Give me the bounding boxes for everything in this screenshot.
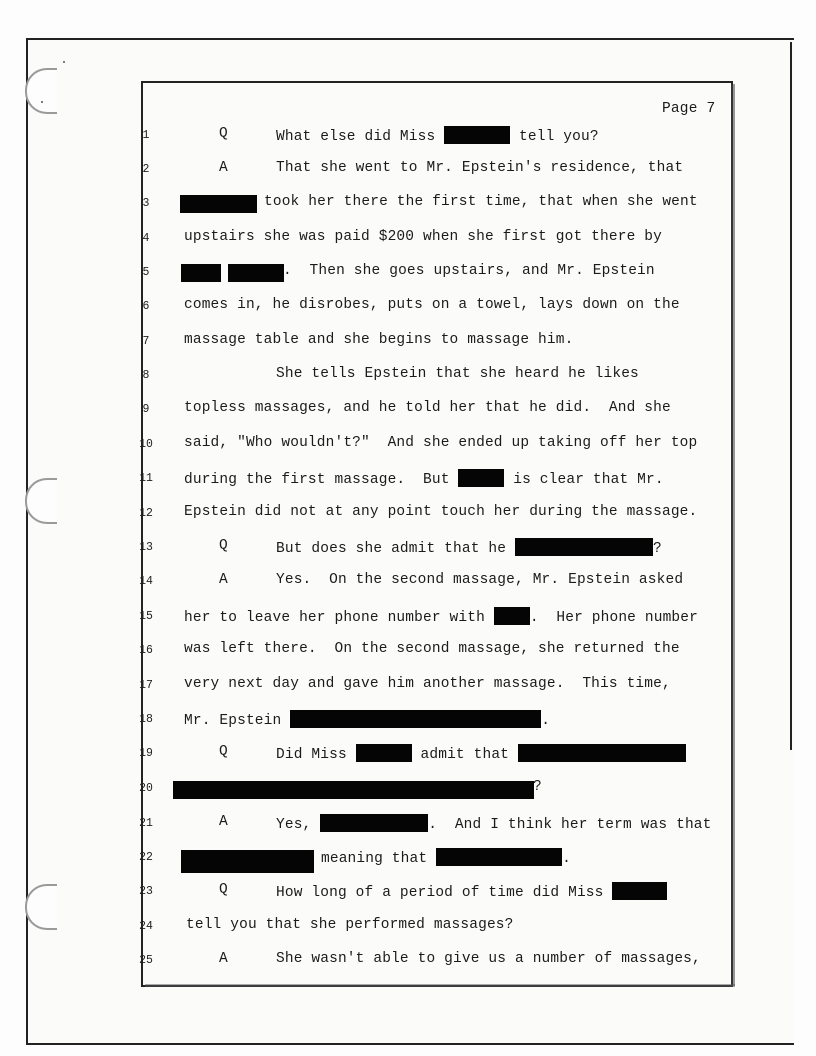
redaction-box xyxy=(290,710,541,728)
redaction-box xyxy=(515,538,653,556)
transcript-line: topless massages, and he told her that he did. And she xyxy=(184,400,671,416)
speaker-label: A xyxy=(219,572,228,588)
line-number: 9 xyxy=(142,403,150,416)
line-number: 18 xyxy=(139,713,153,726)
transcript-line xyxy=(219,126,228,142)
line-number: 5 xyxy=(142,266,150,279)
line-number: 15 xyxy=(139,610,153,623)
line-number: 23 xyxy=(139,885,153,898)
redaction-box xyxy=(494,607,530,625)
transcript-line: during the first massage. But is clear that Mr. xyxy=(184,469,664,488)
transcript-line: That she went to Mr. Epstein's residence, that xyxy=(276,160,684,176)
line-number: 17 xyxy=(139,679,153,692)
speaker-label: Q xyxy=(219,882,228,898)
transcript-line: meaning that . xyxy=(321,848,571,867)
line-number: 10 xyxy=(139,438,153,451)
transcript-line: ? xyxy=(533,779,542,795)
box-shadow xyxy=(145,984,735,987)
line-number: 20 xyxy=(139,782,153,795)
transcript-line: her to leave her phone number with . Her phone number xyxy=(184,607,698,626)
transcript-line xyxy=(219,572,228,588)
line-number: 2 xyxy=(142,163,150,176)
redaction-box xyxy=(180,195,257,213)
transcript-line: tell you that she performed massages? xyxy=(186,917,514,933)
line-number: 24 xyxy=(139,920,153,933)
transcript-line: Did Miss admit that xyxy=(276,744,686,763)
line-number: 8 xyxy=(142,369,150,382)
line-number: 11 xyxy=(139,472,153,485)
transcript-line xyxy=(219,744,228,760)
redaction-box xyxy=(356,744,412,762)
speaker-label: Q xyxy=(219,744,228,760)
speaker-label: A xyxy=(219,160,228,176)
line-number: 6 xyxy=(142,300,150,313)
transcript-line: She tells Epstein that she heard he likes xyxy=(276,366,639,382)
speaker-label: Q xyxy=(219,126,228,142)
transcript-line: Epstein did not at any point touch her during the massage. xyxy=(184,504,698,520)
line-number: 12 xyxy=(139,507,153,520)
transcript-line xyxy=(219,814,228,830)
redaction-box xyxy=(228,264,284,282)
line-number: 7 xyxy=(142,335,150,348)
line-number: 4 xyxy=(142,232,150,245)
redaction-box xyxy=(518,744,686,762)
speaker-label: Q xyxy=(219,538,228,554)
redaction-box xyxy=(436,848,562,866)
redaction-box xyxy=(173,781,534,799)
transcript-line: upstairs she was paid $200 when she first got there by xyxy=(184,229,662,245)
transcript-line: massage table and she begins to massage him. xyxy=(184,332,574,348)
transcript-line: said, "Who wouldn't?" And she ended up taking off her top xyxy=(184,435,698,451)
redaction-box xyxy=(181,264,221,282)
transcript-line: Yes. On the second massage, Mr. Epstein asked xyxy=(276,572,684,588)
transcript-line: How long of a period of time did Miss xyxy=(276,882,667,901)
transcript-line xyxy=(219,882,228,898)
line-number: 21 xyxy=(139,817,153,830)
transcript-line xyxy=(219,538,228,554)
transcript-line: What else did Miss tell you? xyxy=(276,126,599,145)
page-number: Page 7 xyxy=(662,101,716,117)
transcript-line: was left there. On the second massage, she returned the xyxy=(184,641,680,657)
transcript-line: Yes, . And I think her term was that xyxy=(276,814,712,833)
scan-speck xyxy=(63,61,65,63)
redaction-box xyxy=(320,814,428,832)
line-number: 25 xyxy=(139,954,153,967)
transcript-line: comes in, he disrobes, puts on a towel, lays down on the xyxy=(184,297,680,313)
redaction-box xyxy=(458,469,504,487)
speaker-label: A xyxy=(219,951,228,967)
transcript-line: took her there the first time, that when she went xyxy=(264,194,698,210)
page-edge xyxy=(790,42,792,750)
redaction-box xyxy=(181,850,314,873)
line-number: 19 xyxy=(139,747,153,760)
line-number: 1 xyxy=(142,129,150,142)
redaction-box xyxy=(612,882,667,900)
line-number: 13 xyxy=(139,541,153,554)
redaction-box xyxy=(444,126,510,144)
line-number: 22 xyxy=(139,851,153,864)
line-number: 3 xyxy=(142,197,150,210)
transcript-line xyxy=(219,160,228,176)
box-shadow xyxy=(731,84,735,986)
transcript-line: But does she admit that he ? xyxy=(276,538,662,557)
transcript-line xyxy=(219,951,228,967)
transcript-line: Mr. Epstein . xyxy=(184,710,550,729)
line-number: 16 xyxy=(139,644,153,657)
transcript-line: She wasn't able to give us a number of massages, xyxy=(276,951,701,967)
transcript-line: . Then she goes upstairs, and Mr. Epstein xyxy=(283,263,655,279)
transcript-line: very next day and gave him another massage. This time, xyxy=(184,676,671,692)
scan-speck xyxy=(41,101,43,103)
line-number: 14 xyxy=(139,575,153,588)
speaker-label: A xyxy=(219,814,228,830)
